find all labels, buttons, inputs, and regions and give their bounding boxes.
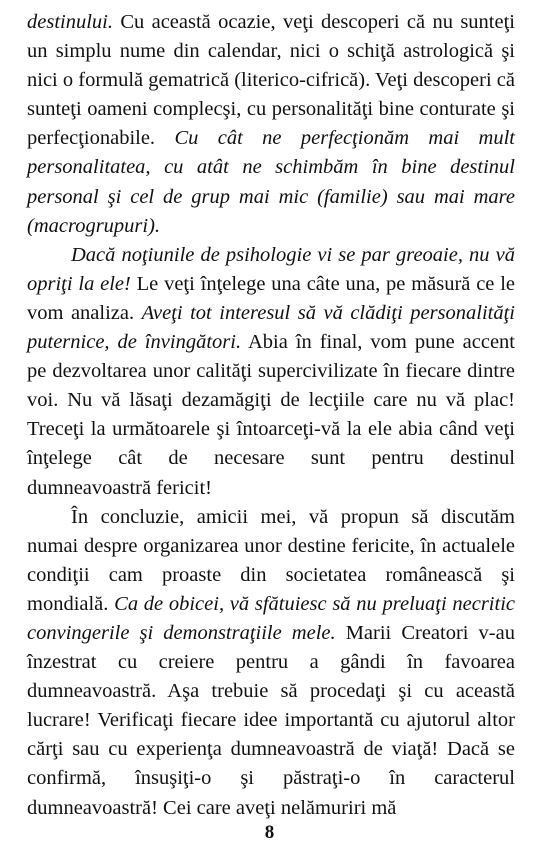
text-run: Abia în final, vom pune accent pe dezvoltarea unor calităţi supercivilizate în fiecare dintre voi. Nu vă lăsaţi dezamăgiţi de lecţiile care nu vă plac! Treceţi la următoarele şi întoarceţi-vă la ele abia când veţi înţelege cât de necesare sunt pentru destinul dumneavoastră fericit! (27, 331, 515, 499)
page-number: 8 (264, 822, 275, 843)
italic-run: Aveţi tot interesul să vă clădiţi personalităţi puternice, de învingători. (27, 301, 516, 354)
text-run: În concluzie, amicii mei, vă propun să discutăm numai despre organizarea unor destine fericite, în actualele condiţii cam proaste din societatea românească şi mondială. (27, 505, 515, 615)
paragraph-psychology-notions (27, 241, 515, 503)
text-run: Marii Creatori v-au înzestrat cu creiere pentru a gândi în favoarea dumneavoastră. Aşa trebuie să procedaţi şi cu această lucrare! Verificaţi fiecare idee importantă cu ajutorul altor cărţi sau cu experienţa dumneavoastră de viaţă! Dacă se confirmă, însuşiţi-o şi păstraţi-o în caracterul dumneavoastră! Cei care aveţi nelămuriri mă (27, 621, 515, 819)
text-run: Cu această ocazie, veţi descoperi că nu sunteţi un simplu nume din calendar, nici o schiţă astrologică şi nici o formulă gematrică (literico-cifrică). Veţi descoperi că sunteţi oameni complecşi, cu personalităţi bine conturate şi perfecţionabile. (27, 11, 515, 150)
book-page-text (27, 8, 515, 823)
italic-run: destinului. (27, 11, 113, 33)
italic-run: Cu cât ne perfecţionăm mai mult personalitatea, cu atât ne schimbăm în bine destinul personal şi cel de grup mai mic (familie) sau mai mare (macrogrupuri). (27, 127, 515, 237)
text-run: Le veţi înţelege una câte una, pe măsură ce le vom analiza. (27, 272, 515, 324)
italic-run: Ca de obicei, vă sfătuiesc să nu preluaţi necritic convingerile şi demonstraţiile mele. (27, 592, 515, 644)
paragraph-continuation (27, 8, 515, 241)
paragraph-conclusion (27, 503, 515, 823)
italic-run: Dacă noţiunile de psihologie vi se par greoaie, nu vă opriţi la ele! (27, 243, 515, 295)
